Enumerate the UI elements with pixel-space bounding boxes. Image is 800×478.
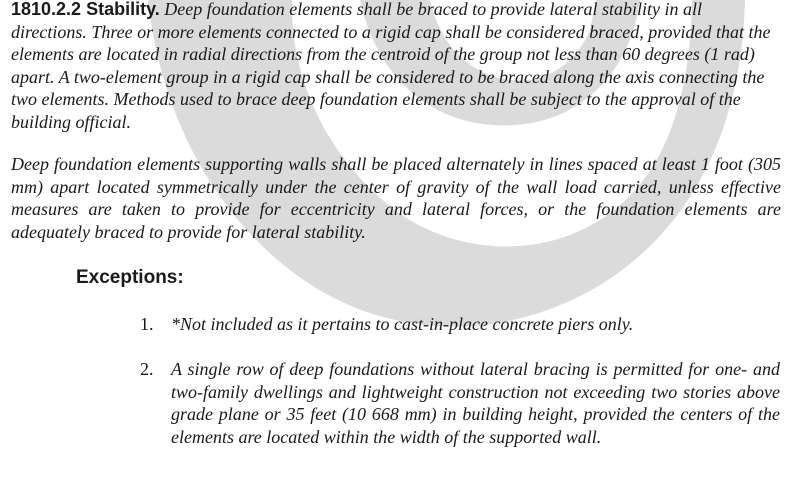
exception-item <box>140 313 780 336</box>
exception-text: A single row of deep foundations without lateral bracing is permitted for one- and two-family dwellings and lightweight construction not exceeding two stories above grade plane or 35 feet (10 668 mm) in building height, provided the centers of the elements are located within the width of the supported wall. <box>171 359 780 447</box>
section-heading: 1810.2.2 Stability. <box>11 0 160 19</box>
exception-number: 1. <box>140 314 154 334</box>
stability-paragraph <box>11 0 781 134</box>
walls-paragraph: Deep foundation elements supporting walls shall be placed alternately in lines spaced at least 1 foot (305 mm) apart located symmetrically under the center of gravity of the wall load carried, unless effective measures are taken to provide for eccentricity and lateral forces, or the foundation elements are adequately braced to provide for lateral stability. <box>11 154 781 242</box>
exception-number: 2. <box>140 359 154 379</box>
stability-text: Deep foundation elements shall be braced to provide lateral stability in all directions. Three or more elements connected to a rigid cap shall be considered braced, provided that the elements are located in radial directions from the centroid of the group not less than 60 degrees (1 rad) apart. A two-element group in a rigid cap shall be considered to be braced along the axis connecting the two elements. Methods used to brace deep foundation elements shall be subject to the approval of the building official. <box>11 0 771 132</box>
exception-text: *Not included as it pertains to cast-in-place concrete piers only. <box>171 314 634 334</box>
exceptions-heading: Exceptions: <box>76 267 184 288</box>
exception-item <box>140 358 780 448</box>
